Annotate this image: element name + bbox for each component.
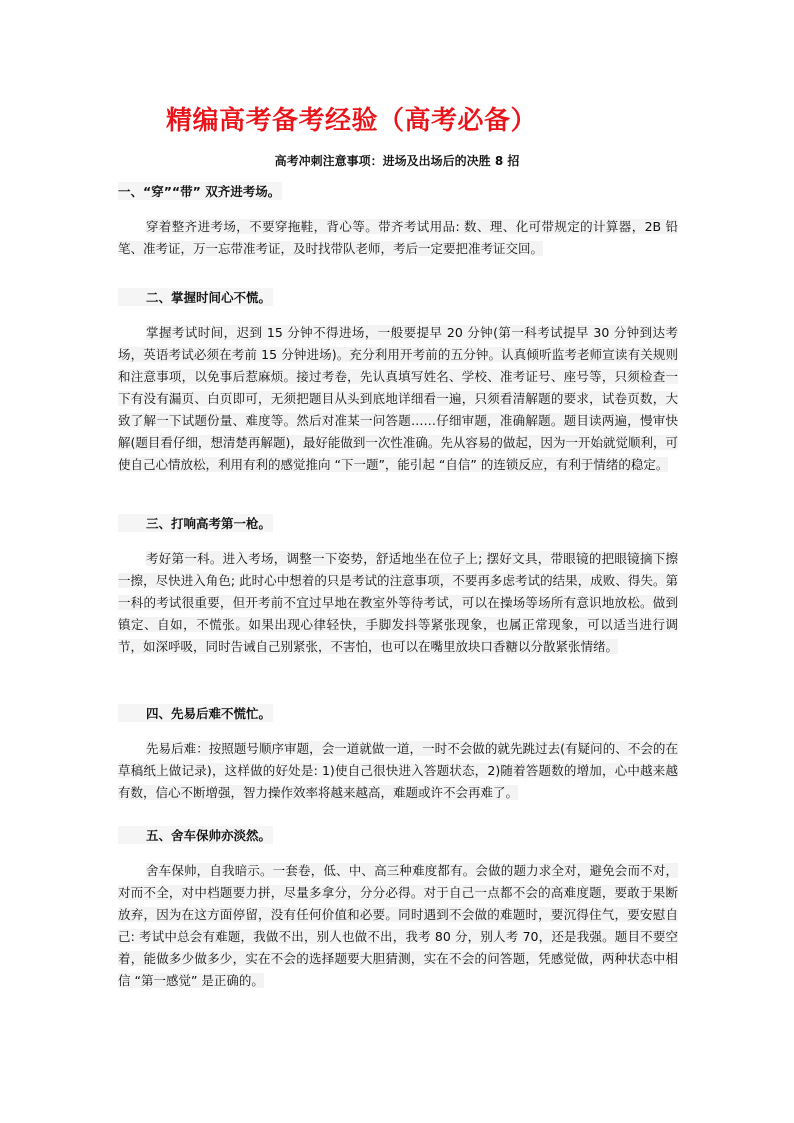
section-body-1 — [118, 216, 678, 260]
section-body-text: 掌握考试时间，迟到 15 分钟不得进场，一般要提早 20 分钟(第一科考试提早 30 分钟到达考场，英语考试必须在考前 15 分钟进场)。充分利用开考前的五分钟。认真倾听监考老师宣读有关规则和注意事项，以免事后惹麻烦。接过考卷，先认真填写姓名、学校、准考证号、座号等，只须检查一下有没有漏页、白页即可，无须把题目从头到底地详细看一遍，只须看清解题的要求，试卷页数，大致了解一下试题份量、难度等。然后对准某一问答题……仔细审题，准确解题。题目读两遍，慢审快解(题目看仔细，想清楚再解题)，最好能做到一次性准确。先从容易的做起，因为一开始就觉顺利，可使自己心情放松，利用有利的感觉推向 “下一题”，能引起 “自信” 的连锁反应，有利于情绪的稳定。 — [118, 325, 678, 472]
section-heading-5: 五、舍车保帅亦淡然。 — [118, 826, 273, 844]
section-body-5 — [118, 860, 678, 992]
section-body-text: 穿着整齐进考场，不要穿拖鞋，背心等。带齐考试用品: 数、理、化可带规定的计算器，2B 铅笔、准考证，万一忘带准考证，及时找带队老师，考后一定要把准考证交回。 — [118, 219, 678, 256]
section-body-4 — [118, 738, 678, 804]
section-body-text: 舍车保帅，自我暗示。一套卷，低、中、高三种难度都有。会做的题力求全对，避免会而不对，对而不全，对中档题要力拼，尽量多拿分，分分必得。对于自己一点都不会的高难度题，要敢于果断放弃，因为在这方面停留，没有任何价值和必要。同时遇到不会做的难题时，要沉得住气，要安慰自己: 考试中总会有难题，我做不出，别人也做不出，我考 80 分，别人考 70，还是我强。题目不要空着，能做多少做多少，实在不会的选择题要大胆猜测，实在不会的问答题，凭感觉做，两种状态中相信 “第一感觉” 是正确的。 — [118, 863, 678, 988]
section-body-text: 考好第一科。进入考场，调整一下姿势，舒适地坐在位子上; 摆好文具，带眼镜的把眼镜摘下擦一擦，尽快进入角色; 此时心中想着的只是考试的注意事项，不要再多虑考试的结果，成败、得失。第一科的考试很重要，但开考前不宜过早地在教室外等待考试，可以在操场等场所有意识地放松。做到镇定、自如，不慌张。如果出现心律轻快，手脚发抖等紧张现象，也属正常现象，可以适当进行调节，如深呼吸，同时告诫自己别紧张，不害怕，也可以在嘴里放块口香糖以分散紧张情绪。 — [118, 551, 678, 654]
section-heading-1: 一、“穿”“带” 双齐进考场。 — [118, 184, 281, 199]
section-body-3 — [118, 548, 678, 658]
section-heading-4: 四、先易后难不慌忙。 — [118, 704, 273, 722]
document-subtitle: 高考冲刺注意事项：进场及出场后的决胜 8 招 — [274, 154, 520, 168]
section-heading-3: 三、打响高考第一枪。 — [118, 514, 273, 532]
section-body-text: 先易后难：按照题号顺序审题，会一道就做一道，一时不会做的就先跳过去(有疑问的、不会的在草稿纸上做记录)，这样做的好处是: 1)使自己很快进入答题状态，2)随着答题数的增加，心中越来越有数，信心不断增强，智力操作效率将越来越高，难题或许不会再难了。 — [118, 741, 678, 800]
section-heading-2: 二、掌握时间心不慌。 — [118, 288, 273, 306]
document-title: 精编高考备考经验（高考必备） — [166, 106, 538, 136]
section-body-2 — [118, 322, 678, 476]
